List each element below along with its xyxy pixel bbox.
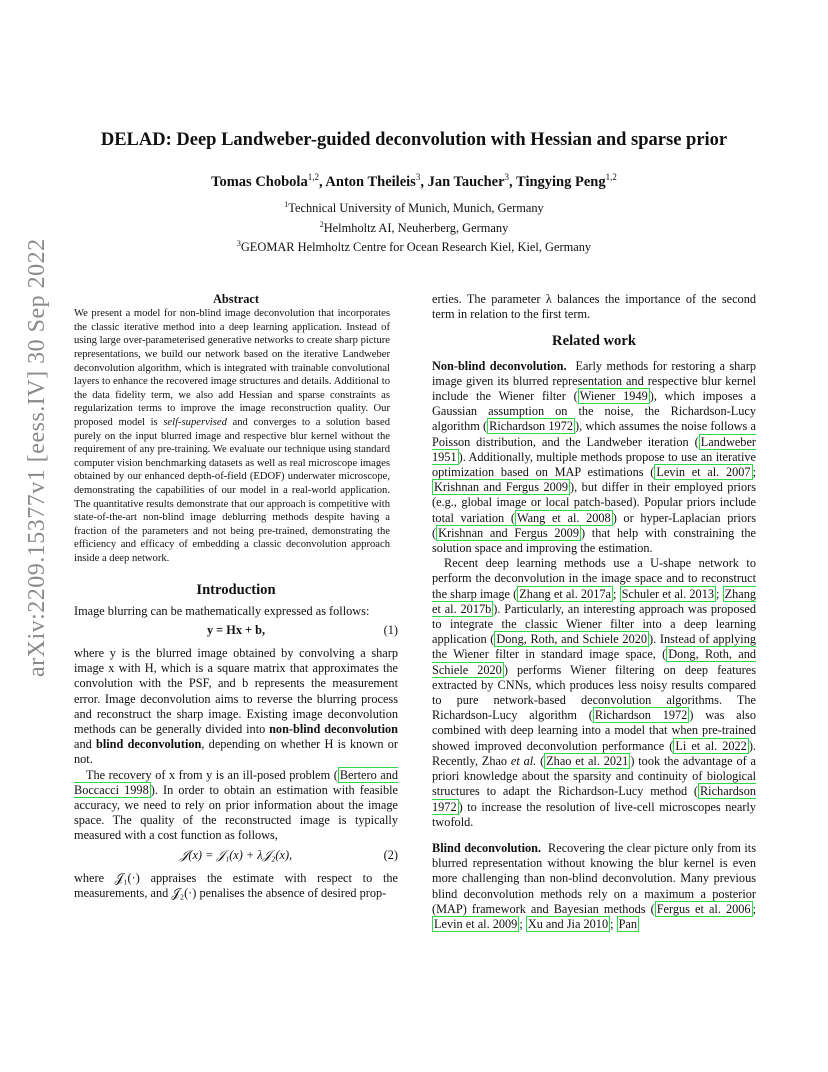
affiliation-sup: 3 [236, 239, 241, 249]
term-non-blind: non-blind deconvolution [269, 721, 398, 736]
text-run: The recovery of x from y is an ill-posed problem ( [86, 767, 338, 782]
text-run: ; [519, 916, 526, 931]
text-run: ) took the advantage of a priori knowledge about the sparsity and continuity of biological structures to adapt the Richardson-Lucy method ( [432, 753, 756, 799]
author-separator: , [318, 173, 326, 190]
citation-link[interactable]: Richardson 1972 [594, 708, 688, 723]
text-run: ) to increase the resolution of live-cell microscopes nearly twofold. [432, 799, 756, 829]
text-run: ). Additionally, multiple methods propose to use an iterative optimization based on MAP estimations ( [432, 449, 756, 480]
equation-1-body: y = Hx + b, [206, 622, 266, 637]
citation-link[interactable]: Bertero and Boccacci 1998 [74, 767, 399, 797]
citation-link[interactable]: Krishnan and Fergus 2009 [434, 480, 569, 495]
affiliation-text: Helmholtz AI, Neuherberg, Germany [323, 220, 509, 235]
equation-1 [74, 623, 398, 643]
equation-1-number: (1) [383, 622, 398, 637]
abstract-text-part: We present a model for non-blind image deconvolution that incorporates the classic iterative method into a deep learning application. Instead of using large over-parameterised generative networks to create sharp picture representations, we build our network based on the iterative Landweber deconvolution algorithm, which is integrated with trainable convolutional layers to enhance the recovered image structures and details. Additional to the data fidelity term, we also add Hessian and sparse constraints as regularization terms to improve the image reconstruction quality. Our proposed model is [74, 308, 390, 428]
affiliation-text: Technical University of Munich, Munich, Germany [288, 201, 544, 216]
author-name: Tomas Chobola [211, 173, 308, 190]
text-run: ) performs Wiener filtering on deep features extracted by CNNs, which produces less noisy results compared to pure network-based deconvolution algorithms. The Richardson-Lucy algorithm ( [432, 662, 756, 723]
citation-link[interactable]: Fergus et al. 2006 [656, 901, 751, 916]
citation-link[interactable]: Wang et al. 2008 [516, 510, 611, 525]
text-run: and [74, 737, 96, 752]
text-run: ) that help with constraining the solution space and improving the estimation. [432, 525, 757, 556]
citation-link[interactable]: Zhang et al. 2017a [519, 586, 611, 601]
equation-2-body: 𝒥(x) = 𝒥₁(x) + λ𝒥₂(x), [179, 847, 293, 862]
text-run: , depending on whether H is known or not. [74, 737, 398, 767]
citation-link[interactable]: Dong, Roth, and Schiele 2020 [432, 647, 756, 677]
text-run: ). In order to obtain an estimation with feasible accuracy, we need to rely on prior information about the image space. The quality of the reconstructed image is typically measured with a cost function as follows, [74, 782, 398, 843]
text-run: ; [716, 586, 723, 601]
text-run: ; [752, 901, 756, 916]
citation-link[interactable]: Li et al. 2022 [675, 738, 747, 753]
affiliation [0, 217, 828, 237]
author-affil-sup: 3 [415, 172, 421, 182]
citation-link[interactable]: Dong, Roth, and Schiele 2020 [496, 632, 648, 647]
continued-paragraph: erties. The parameter λ balances the importance of the second term in relation to the first term. [432, 292, 756, 322]
text-run: ). Instead of applying the Wiener filter in standard image space, ( [432, 632, 756, 662]
affiliation [0, 197, 828, 217]
text-run: Early methods for restoring a sharp image given its blurred representation and respective blur kernel include the Wiener filter ( [432, 358, 756, 404]
citation-link[interactable]: Levin et al. 2007 [656, 465, 751, 480]
abstract-emphasis: self-supervised [163, 416, 227, 428]
citation-link[interactable]: Zhang et al. 2017b [432, 586, 757, 616]
author-affil-sup: 3 [504, 172, 510, 182]
text-run: where y is the blurred image obtained by convolving a sharp image x with H, which is a square matrix that approximates the convolution with the PSF, and b represents the measurement error. Image deconvolution aims to reverse the blurring process and reconstruct the sharp image. Existing image deconvolution methods can be generally divided into [74, 645, 398, 736]
affiliation-sup: 2 [319, 219, 324, 229]
deep-learning-paragraph [432, 556, 756, 830]
abstract-text [74, 307, 398, 565]
text-run: ) was also combined with deep learning into a model that when pre-trained showed improved deconvolution performance ( [432, 708, 756, 753]
text-run: ), which imposes a Gaussian assumption on the noise, the Richardson-Lucy algorithm ( [432, 389, 756, 434]
citation-link[interactable]: Landweber 1951 [432, 434, 756, 464]
author-separator: , [420, 173, 428, 190]
citation-link[interactable]: Levin et al. 2009 [434, 916, 518, 931]
text-run: ), which assumes the noise follows a Poisson distribution, and the Landweber iteration ( [432, 419, 757, 449]
text-run: ; [752, 465, 756, 480]
affiliation-list [0, 197, 828, 256]
citation-link[interactable]: Schuler et al. 2013 [621, 586, 715, 601]
author-name: Tingying Peng [516, 173, 606, 190]
abstract-heading: Abstract [212, 292, 260, 306]
paragraph-heading: Non-blind deconvolution. [432, 358, 567, 373]
left-column [74, 292, 398, 901]
emphasis: et al. [510, 753, 537, 768]
equation-2 [74, 848, 398, 868]
introduction-heading: Introduction [196, 582, 276, 599]
text-run: ). Recently, Zhao [432, 738, 756, 768]
blind-paragraph [432, 841, 756, 932]
non-blind-paragraph [432, 359, 756, 557]
author-affil-sup: 1,2 [605, 172, 617, 182]
text-run: Recent deep learning methods use a U-shape network to perform the deconvolution in the image space and to reconstruct the sharp image ( [432, 556, 756, 601]
right-column [432, 292, 756, 932]
author-affil-sup: 1,2 [307, 172, 319, 182]
text-run: ; [610, 916, 617, 931]
text-run: ; [613, 586, 620, 601]
text-run: ( [536, 753, 545, 768]
equation-2-number: (2) [383, 847, 398, 862]
author-list [0, 172, 828, 191]
paragraph-heading: Blind deconvolution. [432, 840, 542, 855]
text-run: ). Particularly, an interesting approach was proposed to integrate the classic Wiener filter into a deep learning application ( [432, 601, 756, 647]
citation-link[interactable]: Pan [618, 916, 638, 931]
affiliation-text: GEOMAR Helmholtz Centre for Ocean Research Kiel, Kiel, Germany [240, 240, 592, 255]
intro-paragraph: Image blurring can be mathematically expressed as follows: [74, 603, 370, 618]
text-run: ) or hyper-Laplacian priors ( [432, 510, 756, 540]
citation-link[interactable]: Zhao et al. 2021 [546, 753, 629, 768]
citation-link[interactable]: Xu and Jia 2010 [527, 916, 609, 931]
citation-link[interactable]: Richardson 1972 [489, 419, 574, 434]
text-run: Recovering the clear picture only from its blurred representation without knowing the blur kernel is even more challenging than non-blind deconvolution. Many previous blind deconvolution methods rely on a maximum a posterior (MAP) framework and Bayesian methods ( [432, 840, 757, 916]
author-separator: , [509, 173, 517, 190]
intro-paragraph [74, 768, 398, 844]
intro-paragraph: where 𝒥₁(·) appraises the estimate with respect to the measurements, and 𝒥₂(·) penalises the absence of desired prop- [74, 870, 398, 900]
author-name: Jan Taucher [427, 173, 505, 190]
author-name: Anton Theileis [325, 173, 416, 190]
affiliation-sup: 1 [284, 200, 289, 209]
affiliation [0, 236, 828, 256]
term-blind: blind deconvolution [96, 737, 202, 752]
arxiv-margin-stamp: arXiv:2209.15377v1 [eess.IV] 30 Sep 2022 [24, 238, 50, 677]
abstract-text-part: and converges to a solution based purely on the input blurred image and respective blur kernel without the requirement of any pre-training. We evaluate our technique using standard computer vision benchmarking datasets as well as real microscope images obtained by our enhanced depth-of-field (EDOF) underwater microscope, demonstrating the capabilities of our model in a real-world application. The quantitative results demonstrate that our approach is competitive with state-of-the-art non-blind image deblurring methods despite having a fraction of the parameters and not being pre-trained, demonstrating the efficiency and efficacy of embedding a classic deconvolution approach inside a deep network. [74, 416, 390, 564]
intro-paragraph [74, 646, 398, 768]
related-work-heading: Related work [552, 333, 636, 350]
citation-link[interactable]: Krishnan and Fergus 2009 [438, 525, 579, 540]
citation-link[interactable]: Wiener 1949 [579, 389, 648, 404]
citation-link[interactable]: Richardson 1972 [432, 784, 756, 814]
paragraph-gap [432, 830, 756, 841]
paper-title: DELAD: Deep Landweber-guided deconvolution with Hessian and sparse prior [100, 130, 728, 150]
text-run: ), but differ in their employed priors (e.g., global image or local patch-based). Popular priors include total variation ( [432, 480, 756, 525]
